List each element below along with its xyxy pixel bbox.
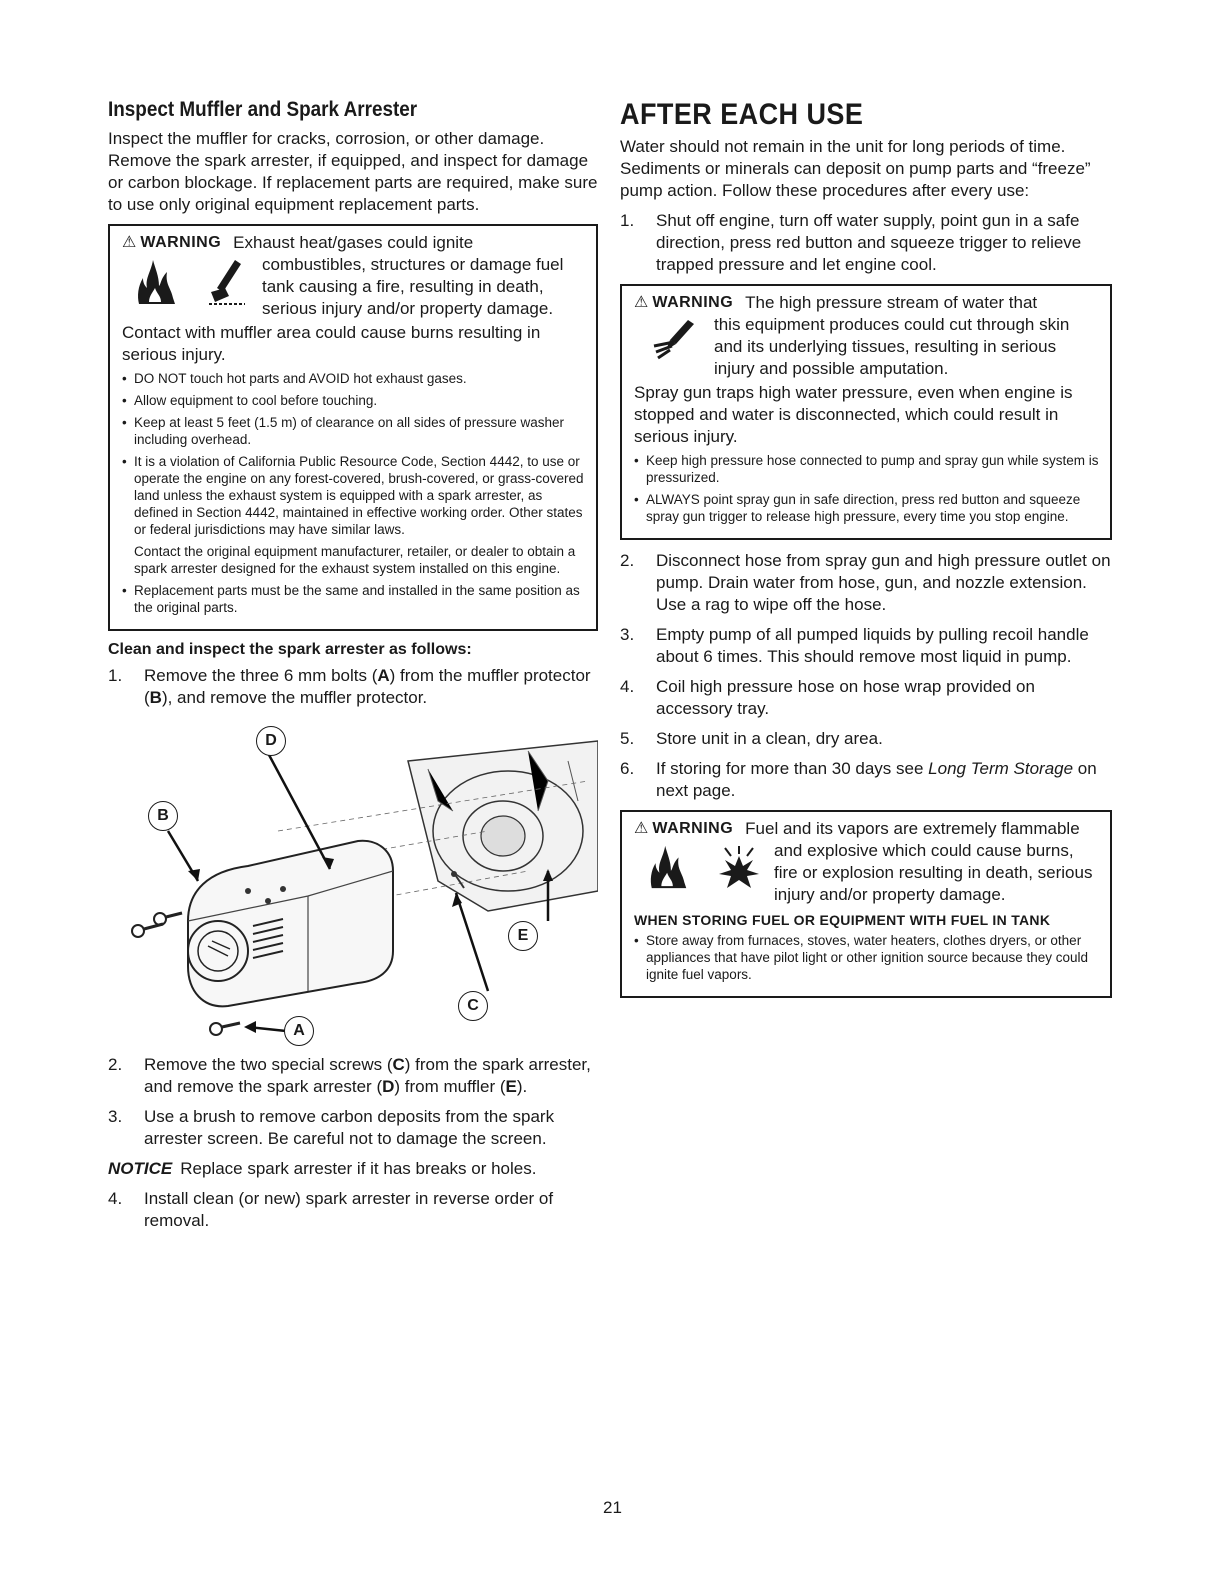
step-text: on next page. [656, 759, 1097, 800]
warning-bullet: • Allow equipment to cool before touching. [122, 392, 586, 409]
step-number: 4. [108, 1189, 123, 1208]
step-item [620, 676, 1112, 720]
step-text: Coil high pressure hose on hose wrap provided on accessory tray. [656, 677, 1035, 718]
muffler-illustration [108, 721, 598, 1046]
notice-line [108, 1158, 598, 1180]
step-text: ) from muffler ( [394, 1077, 506, 1096]
warning-continuation: combustibles, structures or damage fuel tank causing a fire, resulting in death, serious injury and/or property damage. [262, 255, 564, 318]
warning-header [634, 818, 1100, 840]
step-item [108, 1188, 598, 1232]
warning-continuation: and explosive which could cause burns, fire or explosion resulting in death, serious injury and/or property damage. [774, 841, 1093, 904]
step-text: ), and remove the muffler protector. [161, 688, 428, 707]
notice-text: Replace spark arrester if it has breaks or holes. [180, 1159, 537, 1178]
warning-icon-row [634, 314, 1100, 380]
steps-heading: Clean and inspect the spark arrester as follows: [108, 641, 472, 658]
left-steps-a [108, 665, 598, 709]
warning-box-fuel [620, 810, 1112, 998]
page-number: 21 [603, 1498, 622, 1517]
warning-bullet: • Replacement parts must be the same and installed in the same position as the original parts. [122, 582, 586, 616]
step-text: Install clean (or new) spark arrester in reverse order of removal. [144, 1189, 554, 1230]
right-column [620, 98, 1112, 1008]
fire-icon [135, 258, 179, 306]
callout-e: E [508, 921, 538, 951]
callout-c: C [458, 991, 488, 1021]
step-number: 3. [108, 1107, 123, 1126]
notice-label: NOTICE [108, 1159, 173, 1178]
step-text: Remove the three 6 mm bolts ( [144, 666, 378, 685]
warning-bullets-last [122, 582, 586, 616]
warning-bullet: • DO NOT touch hot parts and AVOID hot exhaust gases. [122, 370, 586, 387]
hot-surface-icon [205, 258, 249, 306]
warning-body: Spray gun traps high water pressure, even when engine is stopped and water is disconnected, which could result in serious injury. [634, 383, 1073, 446]
warning-bullets [122, 370, 586, 538]
warning-header [122, 232, 586, 254]
warning-label: WARNING [652, 294, 734, 311]
warning-bullet: • ALWAYS point spray gun in safe direction, press red button and squeeze spray gun trigger to release high pressure, every time you stop engine. [634, 491, 1100, 525]
step-text: Remove the two special screws ( [144, 1055, 393, 1074]
left-column [108, 98, 598, 1240]
step-text: Disconnect hose from spray gun and high pressure outlet on pump. Drain water from hose, gun, and nozzle extension. Use a rag to wipe off the hose. [656, 551, 1111, 614]
step-text: ) from the spark arrester, and remove the spark arrester ( [144, 1055, 591, 1096]
warning-triangle-icon: ⚠ [634, 820, 649, 837]
muffler-diagram [108, 721, 598, 1046]
hazard-icons [122, 254, 262, 306]
right-steps-b [620, 550, 1112, 802]
part-ref: B [149, 688, 162, 707]
step-text: Store unit in a clean, dry area. [656, 729, 883, 748]
hazard-icons [634, 840, 774, 890]
muffler-protector-part [188, 841, 393, 1007]
right-steps-a [620, 210, 1112, 276]
step-number: 2. [620, 551, 635, 570]
warning-bullet: • It is a violation of California Public Resource Code, Section 4442, to use or operate the engine on any forest-covered, brush-covered, or grass-covered land unless the exhaust system is equipped with a spark arrester, as defined in Section 4442, maintained in effective working order. Other states or federal jurisdictions may have similar laws. [122, 453, 586, 538]
warning-label: WARNING [652, 820, 734, 837]
step-item [620, 550, 1112, 616]
step-text: ). [516, 1077, 528, 1096]
warning-bullets [634, 452, 1100, 525]
step-text: Shut off engine, turn off water supply, point gun in a safe direction, press red button and squeeze trigger to relieve trapped pressure and let engine cool. [656, 211, 1082, 274]
callout-d: D [256, 726, 286, 756]
warning-body: Contact with muffler area could cause burns resulting in serious injury. [122, 323, 541, 364]
injection-hazard-icon [652, 318, 696, 362]
part-ref: D [382, 1077, 395, 1096]
step-text: If storing for more than 30 days see [656, 759, 929, 778]
hazard-icons [634, 314, 714, 362]
warning-triangle-icon: ⚠ [634, 294, 649, 311]
warning-box-high-pressure [620, 284, 1112, 540]
muffler-intro: Inspect the muffler for cracks, corrosion, or other damage. Remove the spark arrester, if equipped, and inspect for damage or carbon blockage. If replacement parts are required, make sure to use only original equipment replacement parts. [108, 129, 598, 214]
step-item [108, 665, 598, 709]
warning-header [634, 292, 1100, 314]
step-item [620, 210, 1112, 276]
step-number: 5. [620, 729, 635, 748]
step-item [108, 1054, 598, 1098]
step-number: 6. [620, 759, 635, 778]
section-heading-muffler: Inspect Muffler and Spark Arrester [108, 98, 418, 121]
part-ref: E [505, 1077, 517, 1096]
step-item [108, 1106, 598, 1150]
step-text: Empty pump of all pumped liquids by pulling recoil handle about 6 times. This should remove most liquid in pump. [656, 625, 1089, 666]
warning-headline: Exhaust heat/gases could ignite [233, 233, 474, 252]
warning-bullet: • Keep high pressure hose connected to pump and spray gun while system is pressurized. [634, 452, 1100, 486]
section-heading-after-use: AFTER EACH USE [620, 98, 864, 131]
storage-reference: Long Term Storage [928, 759, 1074, 778]
warning-icon-row [122, 254, 586, 320]
step-item [620, 728, 1112, 750]
warning-continuation: this equipment produces could cut through skin and its underlying tissues, resulting in serious injury and possible amputation. [714, 315, 1070, 378]
left-steps-b [108, 1054, 598, 1150]
step-number: 1. [108, 666, 123, 685]
step-item [620, 624, 1112, 668]
warning-icon-row [634, 840, 1100, 906]
warning-headline: The high pressure stream of water that [745, 293, 1038, 312]
step-number: 2. [108, 1055, 123, 1074]
callout-a: A [284, 1016, 314, 1046]
left-steps-c [108, 1188, 598, 1232]
warning-bullet: • Keep at least 5 feet (1.5 m) of clearance on all sides of pressure washer including overhead. [122, 414, 586, 448]
warning-bullet: • Store away from furnaces, stoves, water heaters, clothes dryers, or other appliances that have pilot light or other ignition source because they could ignite fuel vapors. [634, 932, 1100, 983]
after-use-intro: Water should not remain in the unit for long periods of time. Sediments or minerals can deposit on pump parts and “freeze” pump action. Follow these procedures after every use: [620, 137, 1091, 200]
warning-triangle-icon: ⚠ [122, 234, 137, 251]
fire-icon [647, 844, 691, 890]
step-text: Use a brush to remove carbon deposits from the spark arrester screen. Be careful not to damage the screen. [144, 1107, 555, 1148]
contact-note: Contact the original equipment manufacturer, retailer, or dealer to obtain a spark arrester designed for the exhaust system installed on this engine. [134, 544, 576, 576]
step-text: ) from the muffler protector ( [144, 666, 591, 707]
warning-box-exhaust [108, 224, 598, 631]
step-number: 4. [620, 677, 635, 696]
fuel-storage-heading: WHEN STORING FUEL OR EQUIPMENT WITH FUEL IN TANK [634, 912, 1051, 928]
step-number: 3. [620, 625, 635, 644]
warning-label: WARNING [140, 234, 222, 251]
step-number: 1. [620, 211, 635, 230]
step-item [620, 758, 1112, 802]
warning-bullets [634, 932, 1100, 983]
callout-b: B [148, 801, 178, 831]
explosion-icon [717, 844, 761, 890]
part-ref: C [392, 1055, 405, 1074]
part-ref: A [377, 666, 390, 685]
warning-headline: Fuel and its vapors are extremely flammable [745, 819, 1080, 838]
